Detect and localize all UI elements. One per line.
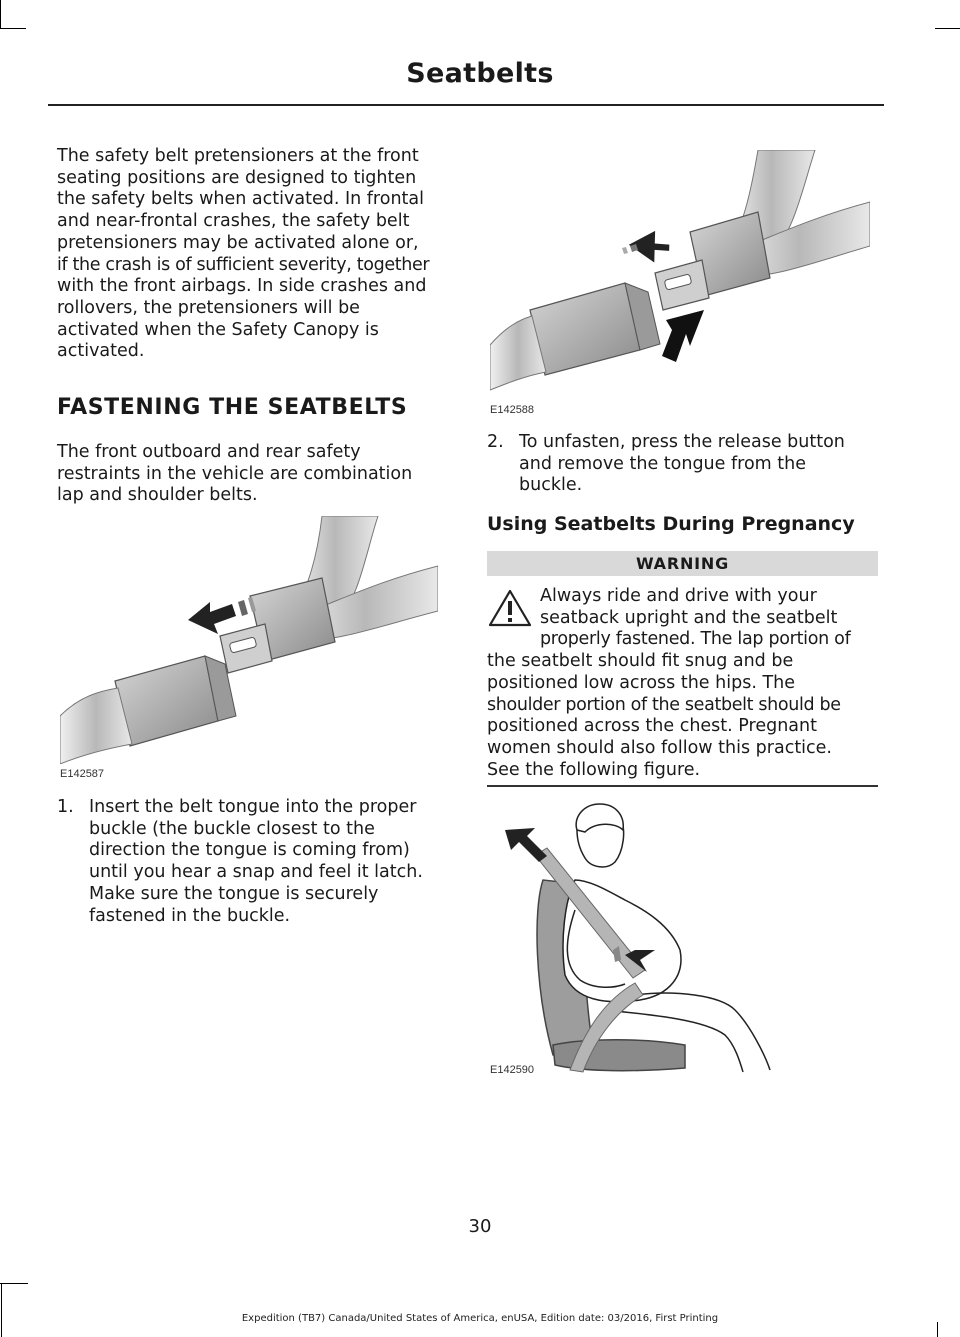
text-line: See the following figure.	[487, 759, 701, 780]
buckle-illustration	[60, 516, 438, 764]
figure-code: E142590	[490, 1064, 535, 1076]
text-line: The safety belt pretensioners at the front	[57, 146, 419, 166]
step-text	[89, 797, 423, 927]
text-line: the safety belts when activated. In frontal	[57, 189, 424, 210]
text-line: Insert the belt tongue into the proper	[89, 797, 417, 817]
text-line: the seatbelt should fit snug and be	[487, 651, 794, 672]
text-line: women should also follow this practice.	[487, 737, 832, 758]
crop-mark	[1, 1283, 2, 1337]
crop-mark	[0, 28, 26, 29]
text-line: shoulder portion of the seatbelt should be	[487, 694, 841, 715]
warning-label: WARNING	[487, 551, 878, 576]
text-line: and remove the tongue from the	[519, 453, 806, 474]
warning-text	[487, 586, 879, 781]
text-line: activated.	[57, 341, 145, 362]
step-1	[57, 797, 449, 932]
subsection-heading: Using Seatbelts During Pregnancy	[487, 513, 855, 535]
text-line: buckle (the buckle closest to the	[89, 818, 375, 839]
pregnant-passenger-illustration	[495, 800, 785, 1075]
step-number: 2.	[487, 432, 504, 452]
release-illustration	[490, 150, 870, 395]
intro-paragraph	[57, 146, 449, 363]
step-2	[487, 432, 879, 500]
text-line: buckle.	[519, 475, 583, 496]
text-line: Always ride and drive with your	[540, 586, 817, 606]
figure-code: E142587	[60, 768, 105, 780]
body-paragraph	[57, 442, 449, 507]
text-line: and near-frontal crashes, the safety belt	[57, 211, 410, 232]
step-number: 1.	[57, 797, 74, 817]
seatbelt-unfasten-figure	[490, 150, 870, 395]
figure-code: E142588	[490, 404, 535, 416]
pregnancy-seatbelt-figure	[495, 800, 785, 1075]
crop-mark	[937, 1322, 938, 1337]
section-heading: FASTENING THE SEATBELTS	[57, 395, 408, 420]
text-line: fastened in the buckle.	[89, 905, 291, 926]
text-line: with the front airbags. In side crashes and	[57, 276, 427, 297]
text-line: if the crash is of sufficient severity, together	[57, 254, 430, 275]
text-line: positioned low across the hips. The	[487, 672, 795, 693]
left-column	[57, 146, 449, 363]
text-line: lap and shoulder belts.	[57, 485, 258, 506]
crop-mark	[0, 1283, 28, 1284]
text-line: activated when the Safety Canopy is	[57, 319, 379, 340]
header-divider	[48, 104, 884, 106]
seatbelt-fasten-figure	[60, 516, 438, 764]
text-line: pretensioners may be activated alone or,	[57, 232, 419, 253]
warning-divider	[487, 785, 878, 787]
text-line: rollovers, the pretensioners will be	[57, 297, 360, 318]
page-number: 30	[468, 1216, 492, 1237]
text-line: restraints in the vehicle are combination	[57, 463, 413, 484]
text-line: positioned across the chest. Pregnant	[487, 716, 817, 737]
text-line: seatback upright and the seatbelt	[540, 607, 838, 628]
crop-mark	[935, 28, 960, 29]
text-line: properly fastened. The lap portion of	[540, 629, 851, 650]
text-line: Make sure the tongue is securely	[89, 883, 379, 904]
step-text	[519, 432, 845, 497]
text-line: To unfasten, press the release button	[519, 432, 845, 452]
footer-text: Expedition (TB7) Canada/United States of America, enUSA, Edition date: 03/2016, First Printing	[241, 1313, 719, 1324]
text-line: seating positions are designed to tighten	[57, 167, 417, 188]
text-line: direction the tongue is coming from)	[89, 840, 410, 861]
page-title: Seatbelts	[406, 58, 554, 89]
crop-mark	[0, 0, 1, 28]
text-line: The front outboard and rear safety	[57, 442, 361, 462]
text-line: until you hear a snap and feel it latch.	[89, 862, 423, 883]
